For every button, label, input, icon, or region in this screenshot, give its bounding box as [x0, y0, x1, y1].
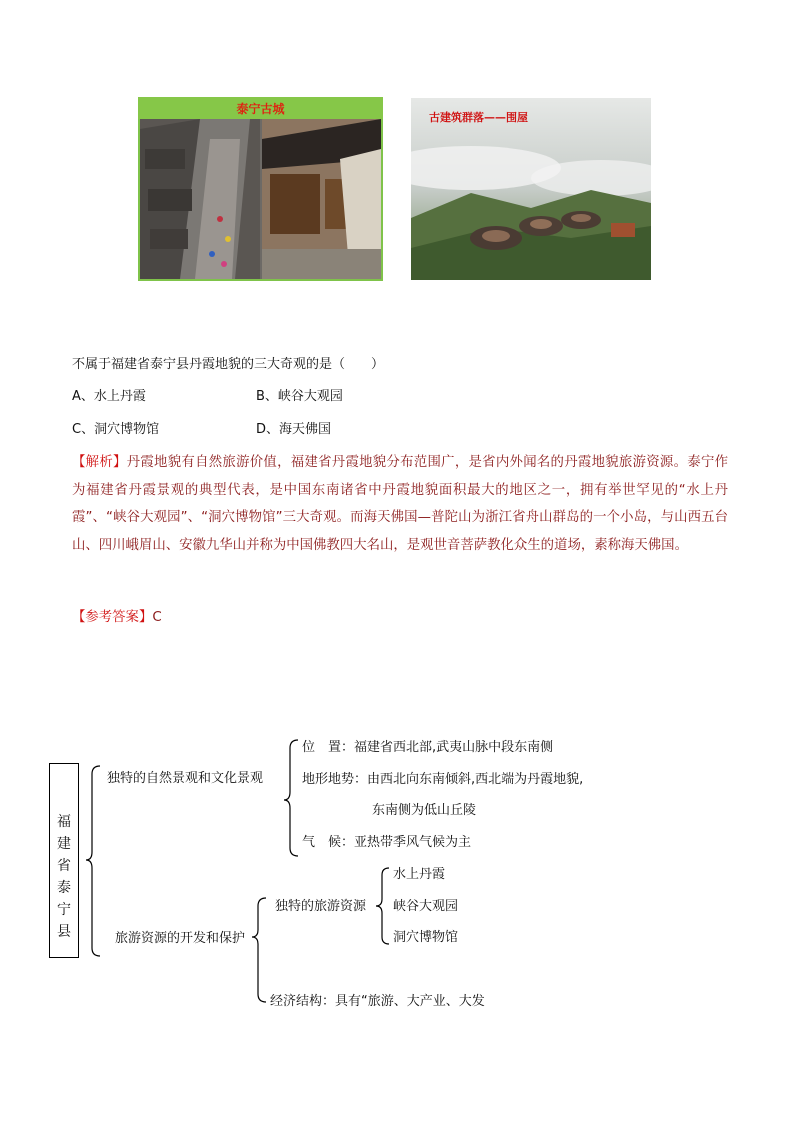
resource-item: 峡谷大观园	[393, 899, 459, 914]
reference-answer	[72, 608, 162, 628]
branch2-label: 旅游资源的开发和保护	[115, 931, 246, 946]
mindmap-root-char: 省	[57, 858, 71, 874]
ancient-street-scene	[140, 119, 381, 279]
photo1-caption: 泰宁古城	[236, 102, 285, 116]
option-c: C、洞穴博物馆	[72, 422, 160, 437]
terrain-line: 地形地势：由西北向东南倾斜,西北端为丹霞地貌,	[302, 772, 584, 787]
mindmap-root-box	[49, 763, 79, 958]
analysis-text: 丹霞地貌有自然旅游价值，福建省丹霞地貌分布范围广，是省内外闻名的丹霞地貌旅游资源。泰宁作为福建省丹霞景观的典型代表，是中国东南诸省中丹霞地貌面积最大的地区之一，拥有举世罕见的“水上丹霞”、“峡谷大观园”、“洞穴博物馆”三大奇观。而海天佛国—普陀山为浙江省舟山群岛的一个小岛，与山西五台山、四川峨眉山、安徽九华山并称为中国佛教四大名山，是观世音菩萨教化众生的道场，素称海天佛国。	[72, 455, 729, 553]
tulou-scene	[411, 98, 651, 280]
analysis-paragraph	[72, 449, 728, 559]
resource-item: 水上丹霞	[393, 867, 446, 882]
mindmap-root-char: 泰	[57, 880, 71, 896]
answer-value: C	[152, 610, 162, 625]
economy-line: 经济结构：具有“旅游、大产业、大发	[270, 994, 485, 1009]
photo2-caption: 古建筑群落——围屋	[429, 111, 528, 124]
analysis-label: 【解析】	[72, 455, 127, 470]
question-stem: 不属于福建省泰宁县丹霞地貌的三大奇观的是（ ）	[72, 357, 385, 372]
branch2-sub-label: 独特的旅游资源	[275, 899, 367, 914]
option-b: B、峡谷大观园	[256, 389, 343, 404]
option-a: A、水上丹霞	[72, 389, 146, 404]
terrain-line-cont: 东南侧为低山丘陵	[372, 803, 477, 818]
resource-item: 洞穴博物馆	[393, 930, 459, 945]
mindmap-root-char: 宁	[57, 902, 71, 918]
taining-ancient-city-photo	[138, 97, 383, 281]
tulou-photo	[411, 98, 651, 280]
mindmap-root-char: 建	[57, 836, 71, 852]
mindmap-root-char: 县	[57, 924, 71, 940]
branch1-label: 独特的自然景观和文化景观	[107, 771, 264, 786]
mindmap-root-char: 福	[57, 814, 71, 830]
location-line: 位 置：福建省西北部,武夷山脉中段东南侧	[302, 740, 554, 755]
climate-line: 气 候：亚热带季风气候为主	[302, 835, 472, 850]
option-d: D、海天佛国	[256, 422, 332, 437]
answer-label: 【参考答案】	[72, 610, 153, 625]
